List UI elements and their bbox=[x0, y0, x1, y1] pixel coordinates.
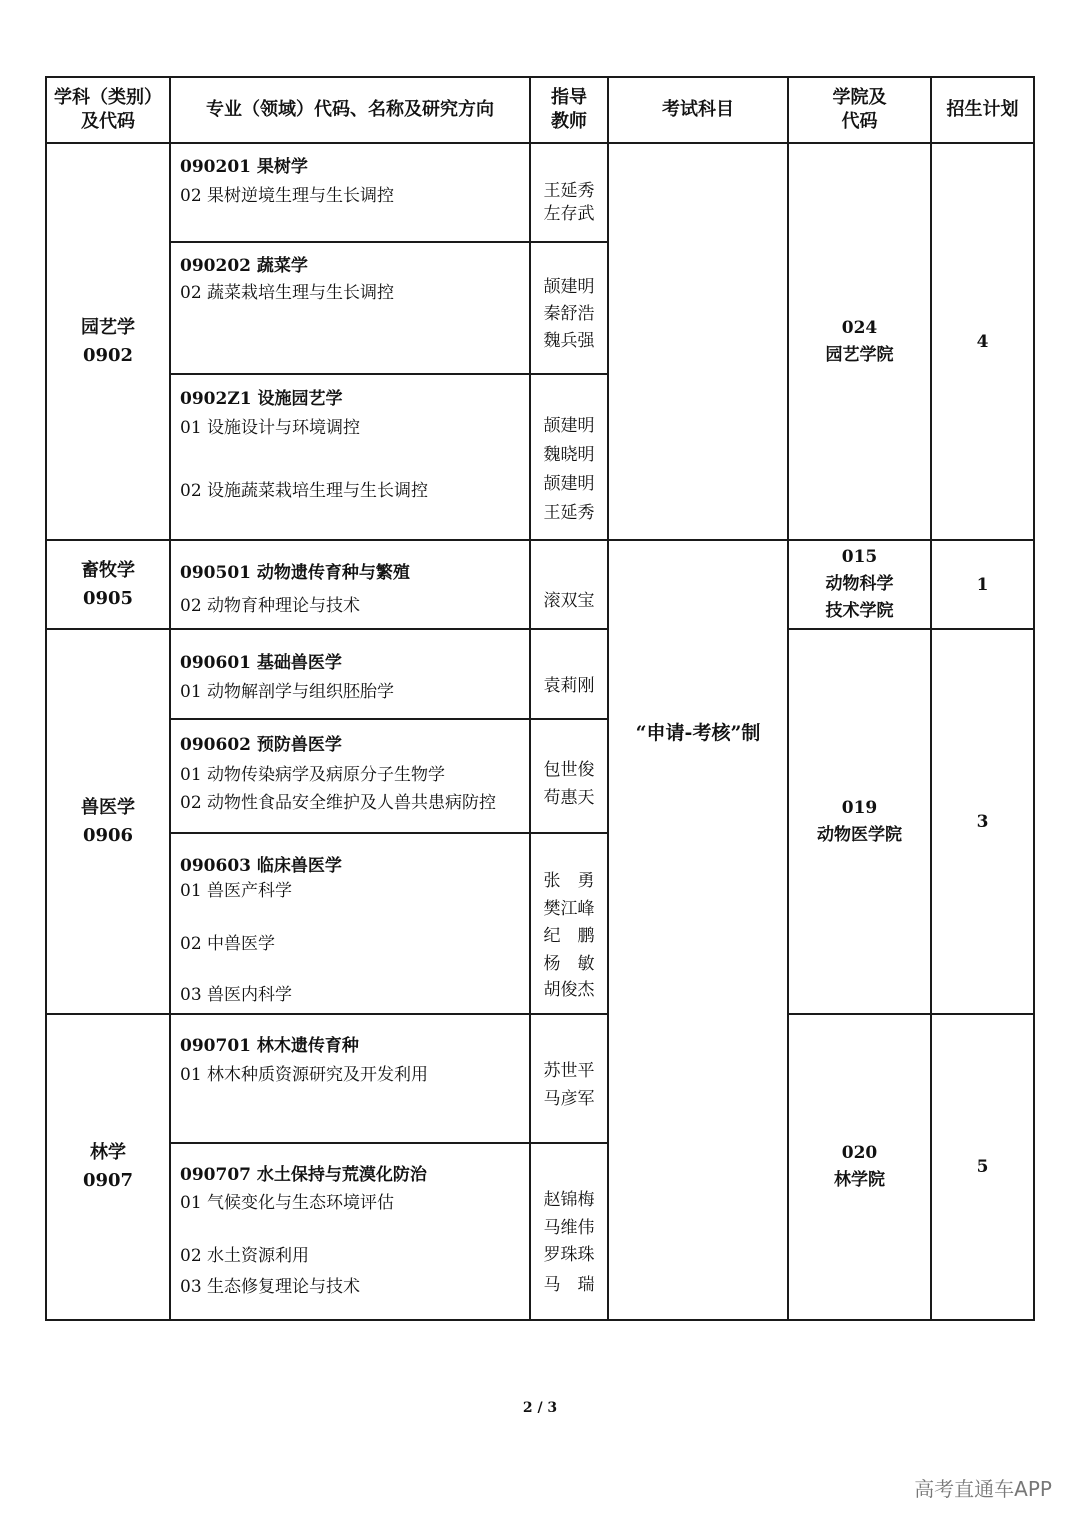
header-plan bbox=[932, 78, 1033, 142]
advisor-name: 魏晓明 bbox=[543, 445, 595, 465]
subrow-line bbox=[169, 1142, 608, 1144]
major-title: 090501 动物遗传育种与繁殖 bbox=[180, 563, 410, 583]
advisor-name: 左存武 bbox=[543, 204, 595, 224]
advisor-name: 张 勇 bbox=[543, 871, 595, 891]
college-animal-science bbox=[789, 541, 930, 628]
discipline-name: 林学 bbox=[90, 1142, 126, 1163]
advisor-name: 王延秀 bbox=[543, 503, 595, 523]
research-direction: 01 设施设计与环境调控 bbox=[180, 418, 361, 438]
major-title: 090603 临床兽医学 bbox=[180, 856, 342, 876]
advisor-name: 罗珠珠 bbox=[543, 1245, 595, 1265]
subrow-line bbox=[169, 832, 608, 834]
discipline-name: 兽医学 bbox=[81, 796, 135, 818]
plan-forestry bbox=[932, 1015, 1033, 1319]
major-title: 090707 水土保持与荒漠化防治 bbox=[180, 1165, 427, 1185]
plan-count: 3 bbox=[976, 811, 989, 832]
advisor-name: 袁莉刚 bbox=[543, 676, 595, 696]
advisor-name: 樊江峰 bbox=[543, 899, 595, 919]
discipline-name: 畜牧学 bbox=[81, 559, 135, 581]
exam-subject bbox=[609, 144, 787, 1319]
discipline-horticulture bbox=[47, 144, 169, 539]
advisor-name: 秦舒浩 bbox=[543, 304, 595, 324]
header-major-label: 专业（领域）代码、名称及研究方向 bbox=[206, 99, 494, 120]
discipline-veterinary bbox=[47, 630, 169, 1013]
advisor-name: 马彦军 bbox=[543, 1089, 595, 1109]
advisor-name: 包世俊 bbox=[543, 760, 595, 780]
college-code: 020 bbox=[841, 1143, 878, 1163]
plan-animal-husbandry bbox=[932, 541, 1033, 628]
header-discipline-line2: 及代码 bbox=[81, 111, 135, 132]
research-direction: 01 兽医产科学 bbox=[180, 881, 293, 901]
discipline-code: 0902 bbox=[82, 344, 134, 366]
major-title: 090601 基础兽医学 bbox=[180, 653, 342, 673]
college-horticulture bbox=[789, 144, 930, 539]
major-title: 090201 果树学 bbox=[180, 157, 308, 177]
research-direction: 01 气候变化与生态环境评估 bbox=[180, 1193, 395, 1213]
college-name: 林学院 bbox=[834, 1170, 885, 1190]
header-exam bbox=[609, 78, 787, 142]
discipline-name: 园艺学 bbox=[81, 316, 135, 338]
watermark: 高考直通车APP bbox=[914, 1477, 1052, 1501]
advisor-name: 苟惠天 bbox=[543, 788, 595, 808]
header-college-line1: 学院及 bbox=[832, 87, 887, 108]
discipline-forestry bbox=[47, 1015, 169, 1319]
header-college bbox=[789, 78, 930, 142]
research-direction: 02 中兽医学 bbox=[180, 934, 276, 954]
table-border-bottom bbox=[45, 1319, 1035, 1321]
header-advisor bbox=[531, 78, 607, 142]
advisor-name: 纪 鹏 bbox=[543, 926, 595, 946]
research-direction: 02 动物育种理论与技术 bbox=[180, 596, 361, 616]
subrow-line bbox=[169, 718, 608, 720]
header-plan-label: 招生计划 bbox=[946, 99, 1019, 120]
major-title: 0902Z1 设施园艺学 bbox=[180, 389, 343, 409]
plan-count: 1 bbox=[976, 574, 989, 595]
college-code: 019 bbox=[841, 797, 878, 818]
advisor-name: 杨 敏 bbox=[543, 954, 595, 974]
college-name: 动物科学 bbox=[825, 574, 894, 594]
research-direction: 03 兽医内科学 bbox=[180, 985, 293, 1005]
subrow-line bbox=[169, 241, 608, 243]
plan-horticulture bbox=[932, 144, 1033, 539]
page-number: 2 / 3 bbox=[522, 1400, 558, 1416]
college-code: 024 bbox=[841, 317, 878, 338]
plan-count: 4 bbox=[976, 331, 989, 352]
discipline-code: 0906 bbox=[82, 824, 134, 846]
research-direction: 03 生态修复理论与技术 bbox=[180, 1277, 361, 1297]
research-direction: 02 水土资源利用 bbox=[180, 1246, 310, 1266]
college-code: 015 bbox=[841, 547, 878, 567]
major-title: 090602 预防兽医学 bbox=[180, 735, 342, 755]
college-name: 园艺学院 bbox=[825, 344, 894, 365]
advisor-name: 王延秀 bbox=[543, 181, 595, 201]
research-direction: 01 动物解剖学与组织胚胎学 bbox=[180, 682, 395, 702]
discipline-code: 0905 bbox=[82, 587, 134, 609]
research-direction: 02 果树逆境生理与生长调控 bbox=[180, 186, 395, 206]
header-major bbox=[171, 78, 529, 142]
header-discipline-line1: 学科（类别） bbox=[54, 87, 162, 108]
header-advisor-line1: 指导 bbox=[551, 87, 587, 108]
header-college-line2: 代码 bbox=[841, 111, 878, 132]
header-exam-label: 考试科目 bbox=[662, 99, 734, 120]
col-line bbox=[169, 76, 171, 1321]
col-line bbox=[1033, 76, 1035, 1321]
research-direction: 02 蔬菜栽培生理与生长调控 bbox=[180, 283, 395, 303]
advisor-name: 马维伟 bbox=[543, 1218, 595, 1238]
subrow-line bbox=[169, 373, 608, 375]
header-advisor-line2: 教师 bbox=[551, 111, 587, 132]
advisor-name: 颉建明 bbox=[543, 416, 595, 436]
advisor-name: 胡俊杰 bbox=[543, 980, 595, 1000]
college-name: 动物医学院 bbox=[817, 824, 902, 845]
plan-count: 5 bbox=[976, 1157, 989, 1177]
major-title: 090202 蔬菜学 bbox=[180, 256, 308, 276]
advisor-name: 颉建明 bbox=[543, 277, 595, 297]
research-direction: 02 动物性食品安全维护及人兽共患病防控 bbox=[180, 793, 497, 813]
major-title: 090701 林木遗传育种 bbox=[180, 1036, 359, 1056]
advisor-name: 魏兵强 bbox=[543, 331, 595, 351]
advisor-name: 马 瑞 bbox=[543, 1275, 595, 1295]
discipline-animal-husbandry bbox=[47, 541, 169, 628]
advisor-name: 颉建明 bbox=[543, 474, 595, 494]
research-direction: 01 林木种质资源研究及开发利用 bbox=[180, 1065, 429, 1085]
college-veterinary bbox=[789, 630, 930, 1013]
exam-subject-text: “申请-考核”制 bbox=[635, 722, 761, 744]
research-direction: 01 动物传染病学及病原分子生物学 bbox=[180, 765, 446, 785]
advisor-name: 赵锦梅 bbox=[543, 1190, 595, 1210]
advisor-name: 滚双宝 bbox=[543, 591, 595, 611]
discipline-code: 0907 bbox=[82, 1170, 134, 1191]
college-forestry bbox=[789, 1015, 930, 1319]
college-name: 技术学院 bbox=[825, 601, 894, 621]
advisor-name: 苏世平 bbox=[543, 1061, 595, 1081]
research-direction: 02 设施蔬菜栽培生理与生长调控 bbox=[180, 481, 429, 501]
plan-veterinary bbox=[932, 630, 1033, 1013]
header-discipline bbox=[47, 78, 169, 142]
